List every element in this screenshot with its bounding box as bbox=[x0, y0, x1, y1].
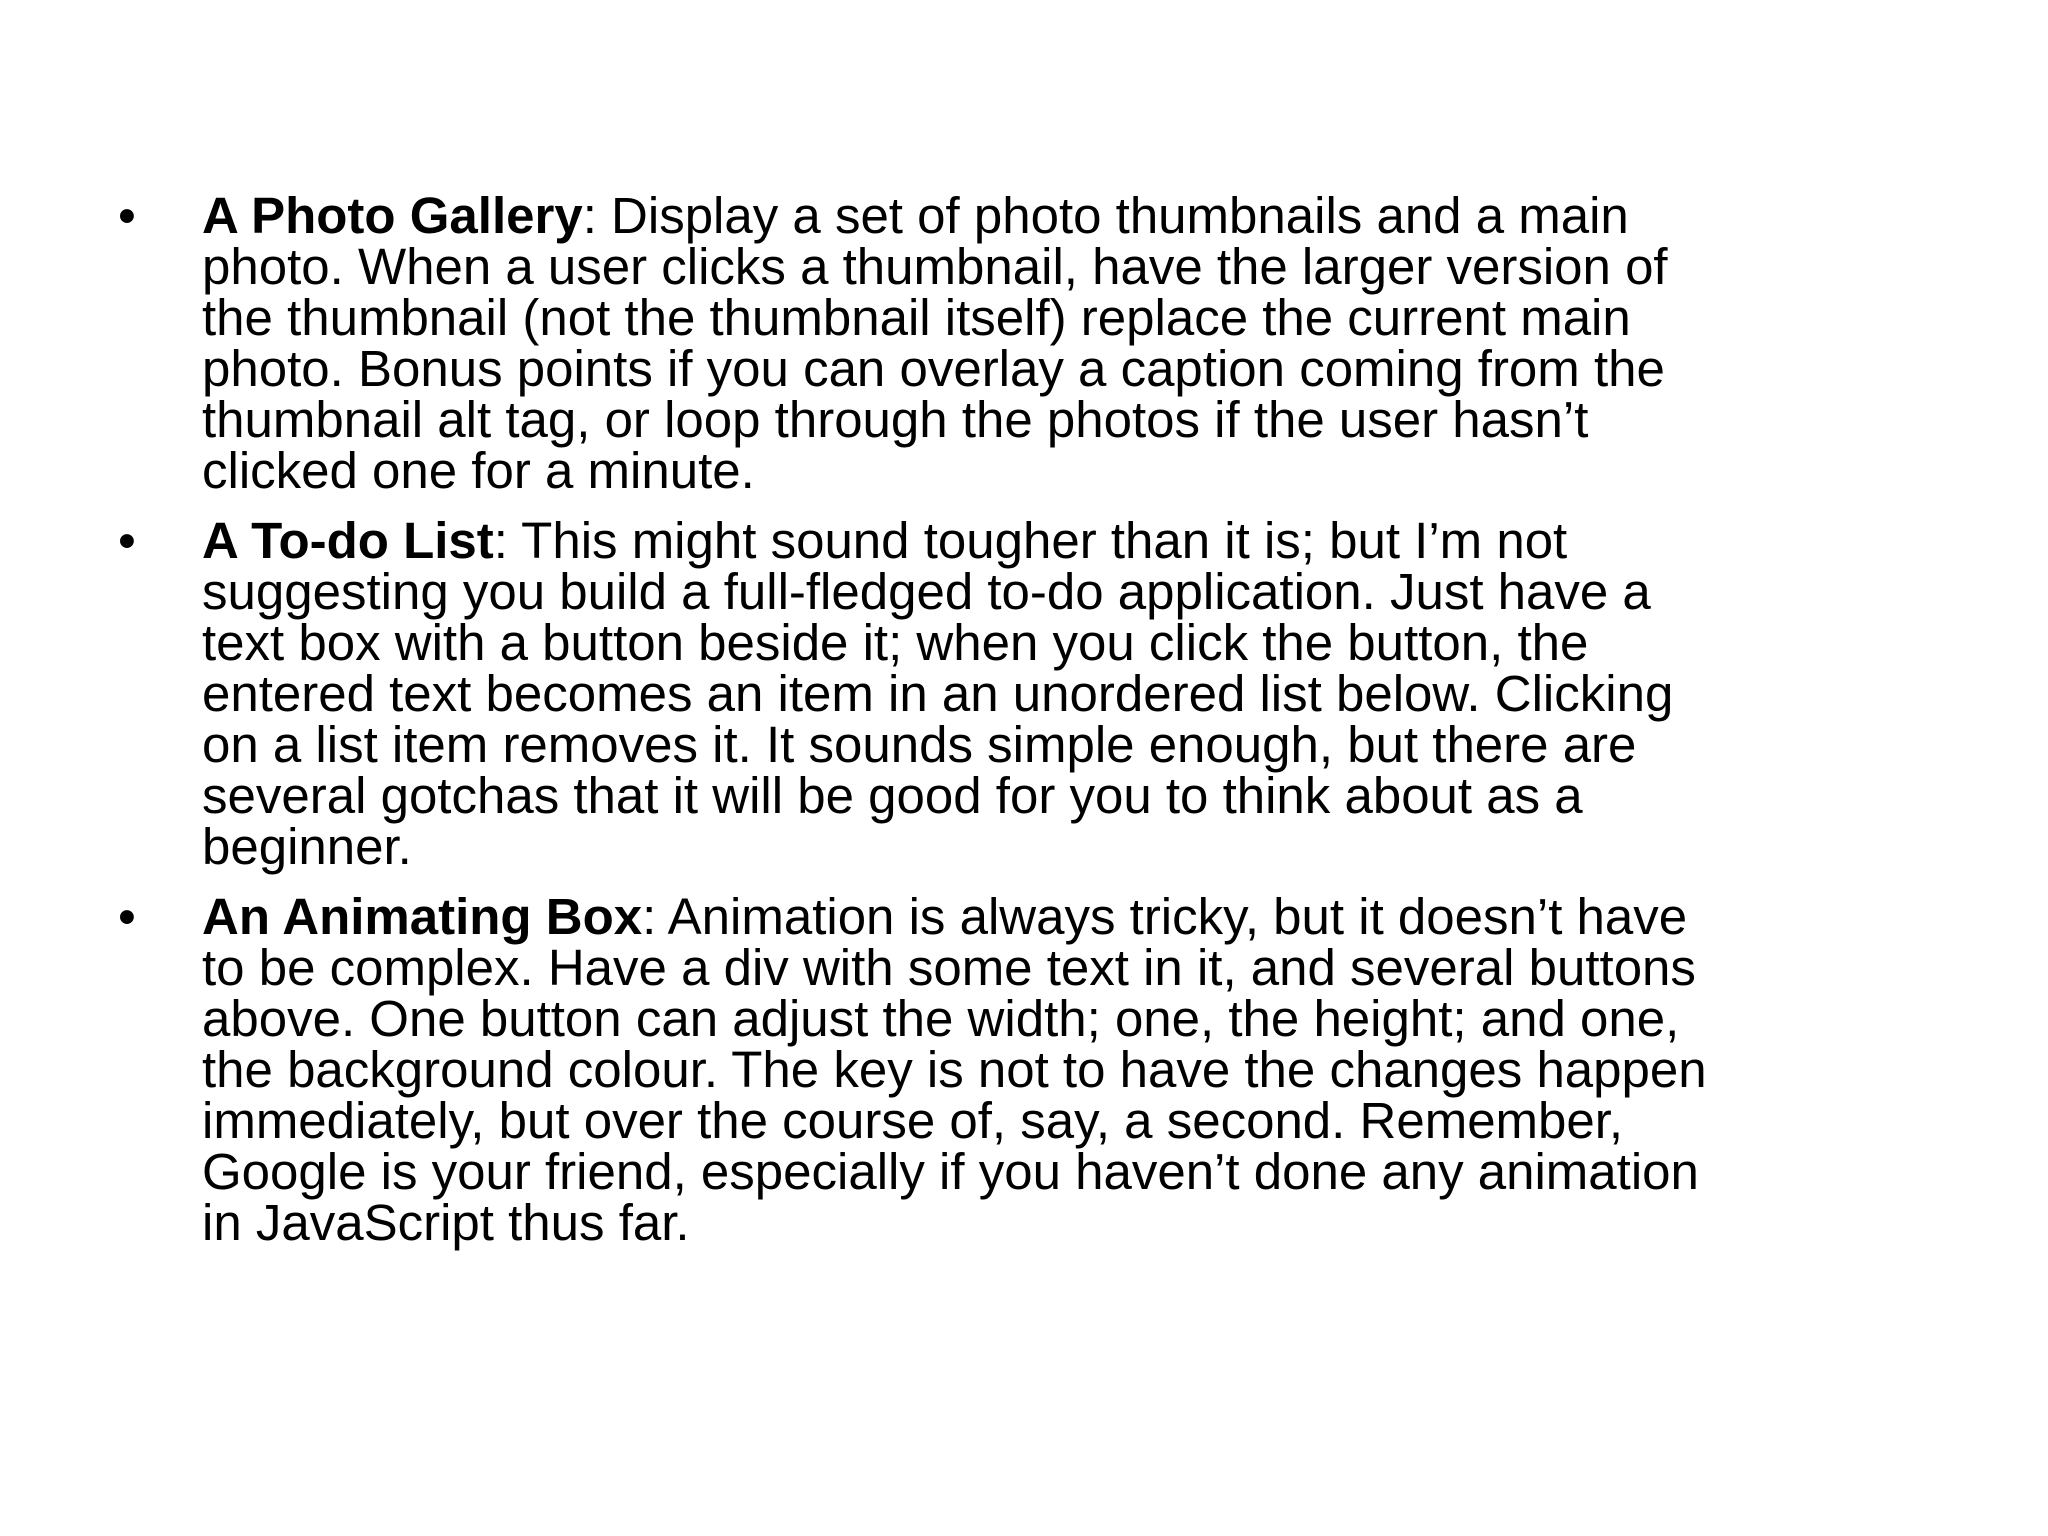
bullet-icon: • bbox=[118, 512, 136, 569]
bullet-line: immediately, but over the course of, say, a second. Remember, bbox=[202, 1092, 1624, 1149]
bullet-line: in JavaScript thus far. bbox=[202, 1194, 690, 1251]
bullet-line: several gotchas that it will be good for you to think about as a bbox=[202, 767, 1583, 824]
bullet-line: the thumbnail (not the thumbnail itself) replace the current main bbox=[202, 289, 1631, 346]
bullet-text: : Animation is always tricky, but it doesn’t have bbox=[642, 888, 1688, 945]
bullet-line: the background colour. The key is not to have the changes happen bbox=[202, 1041, 1707, 1098]
bullet-text: : Display a set of photo thumbnails and a main bbox=[582, 187, 1629, 244]
bullet-term: A To-do List bbox=[202, 512, 494, 569]
bullet-line: photo. Bonus points if you can overlay a caption coming from the bbox=[202, 340, 1665, 397]
bullet-line: beginner. bbox=[202, 818, 412, 875]
bullet-line: clicked one for a minute. bbox=[202, 442, 755, 499]
bullet-line: entered text becomes an item in an unordered list below. Clicking bbox=[202, 665, 1674, 722]
bullet-line bbox=[202, 888, 1918, 945]
bullet-line: text box with a button beside it; when you click the button, the bbox=[202, 614, 1589, 671]
bullet-item-todo-list bbox=[118, 512, 1918, 875]
bullet-text: : This might sound tougher than it is; but I’m not bbox=[493, 512, 1568, 569]
bullet-line: thumbnail alt tag, or loop through the photos if the user hasn’t bbox=[202, 391, 1589, 448]
bullet-icon: • bbox=[118, 187, 136, 244]
bullet-list bbox=[118, 187, 1918, 1267]
bullet-line: above. One button can adjust the width; one, the height; and one, bbox=[202, 990, 1680, 1047]
bullet-line: to be complex. Have a div with some text in it, and several buttons bbox=[202, 939, 1696, 996]
bullet-icon: • bbox=[118, 888, 136, 945]
bullet-item-animating-box bbox=[118, 888, 1918, 1251]
bullet-line: photo. When a user clicks a thumbnail, have the larger version of bbox=[202, 238, 1668, 295]
bullet-line: Google is your friend, especially if you haven’t done any animation bbox=[202, 1143, 1699, 1200]
bullet-term: An Animating Box bbox=[202, 888, 643, 945]
bullet-line: suggesting you build a full-fledged to-do application. Just have a bbox=[202, 563, 1651, 620]
bullet-line: on a list item removes it. It sounds simple enough, but there are bbox=[202, 716, 1637, 773]
bullet-term: A Photo Gallery bbox=[202, 187, 583, 244]
bullet-line bbox=[202, 512, 1918, 569]
bullet-item-photo-gallery bbox=[118, 187, 1918, 499]
bullet-line bbox=[202, 187, 1918, 244]
